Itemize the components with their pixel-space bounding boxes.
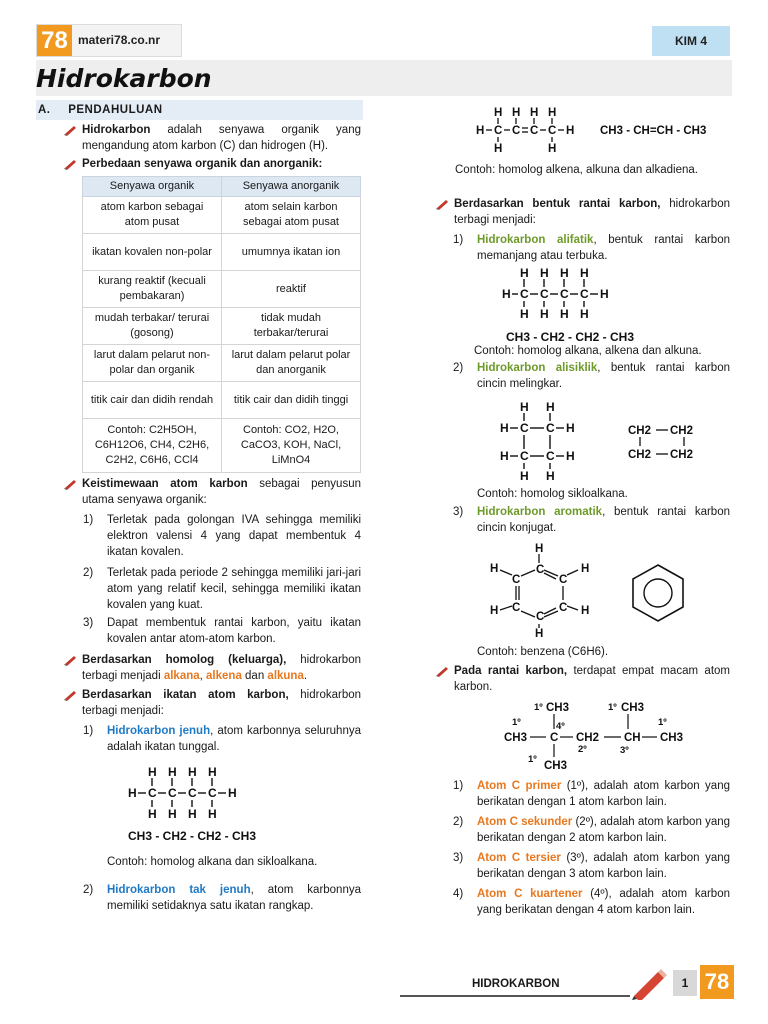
svg-text:H: H [500,449,509,463]
list-item: 2) Hidrokarbon tak jenuh, atom karbonnya memiliki setidaknya satu ikatan rangkap. [83,884,361,912]
svg-text:C: C [512,125,521,137]
svg-text:3º: 3º [620,745,629,756]
svg-text:C: C [536,564,545,576]
svg-text:H: H [128,786,137,800]
aromatik-caption: Contoh: benzena (C6H6). [477,646,609,658]
ring-label: CH2 [628,425,652,437]
pencil-icon [63,157,78,170]
svg-text:H: H [168,807,177,821]
jenuh-term: Hidrokarbon jenuh [107,725,211,737]
svg-text:H: H [581,563,590,575]
intro-text: adalah senyawa organik yang mengandung atom karbon (C) dan hidrogen (H). [82,124,361,152]
sekunder-term: Atom C sekunder [477,816,573,828]
svg-text:CH3: CH3 [621,702,645,714]
section-heading [36,100,363,120]
svg-text:1º: 1º [534,702,543,713]
ring-label: CH2 [670,449,694,461]
bentuk-term: Berdasarkan bentuk rantai karbon, [454,198,661,210]
svg-text:CH2: CH2 [576,732,600,744]
alifatik-text: , bentuk rantai karbon memanjang atau terbuka. [477,234,730,262]
table-header: Senyawa anorganik [222,177,361,197]
table-row [83,419,361,473]
svg-text:H: H [566,125,575,137]
list-item: 1) Atom C primer (1º), adalah atom karbon yang berikatan dengan 1 atom karbon lain. [453,780,730,808]
degree-label: (2º) [572,816,594,828]
table-cell: mudah terbakar/ terurai (gosong) [83,308,222,345]
term-alkena: alkena [206,670,242,682]
svg-text:C: C [559,602,568,614]
ikatan-bullet [82,687,361,719]
section-number: A. [38,104,51,116]
svg-text:H: H [540,266,549,280]
table-cell: ikatan kovalen non-polar [83,234,222,271]
butane-structure [120,763,270,845]
logo-number: 78 [37,25,72,56]
list-item-text: Terletak pada golongan IVA sehingga memiliki elektron valensi 4 yang dapat membentuk 4 ikatan kovalen. [107,514,361,558]
svg-text:CH: CH [624,732,641,744]
svg-text:H: H [188,765,197,779]
table-cell-example: Contoh: CO2, H2O, CaCO3, KOH, NaCl, LiMnO4 [222,419,361,473]
ikatan-term: Berdasarkan ikatan atom karbon, [82,689,289,701]
alisiklik-caption: Contoh: homolog sikloalkana. [477,488,628,500]
footer-logo: 78 [700,965,734,999]
primer-term: Atom C primer [477,780,562,792]
svg-text:H: H [546,469,555,483]
list-item: 2) Atom C sekunder (2º), adalah atom karbon yang berikatan dengan 2 atom karbon lain. [453,816,731,844]
degree-label: (1º) [561,780,585,792]
svg-text:C: C [148,786,157,800]
svg-text:CH3: CH3 [546,702,570,714]
separator: . [303,670,308,682]
cyclobutane-structure [494,398,594,484]
section-title: PENDAHULUAN [68,104,163,116]
svg-text:1º: 1º [512,717,521,728]
list-item: 2) Terletak pada periode 2 sehingga memiliki jari-jari atom yang relatif kecil, sehingga memiliki ikatan kovalen yang kuat. [83,567,361,611]
benzene-structure [484,540,594,640]
table-cell-example: Contoh: C2H5OH, C6H12O6, CH4, C2H6, C2H2, C6H6, CCl4 [83,419,222,473]
alisiklik-text: , bentuk rantai karbon cincin melingkar. [477,362,730,390]
tersier-term: Atom C tersier [477,852,561,864]
svg-text:C: C [559,574,568,586]
table-cell: reaktif [222,271,361,308]
takjenuh-text: , atom karbonnya memiliki setidaknya satu ikatan rangkap. [107,884,361,912]
svg-text:C: C [168,786,177,800]
svg-text:H: H [580,266,589,280]
degree-label: (4º) [582,888,609,900]
comparison-heading: Perbedaan senyawa organik dan anorganik: [82,158,323,170]
butene-condensed-formula: CH3 - CH=CH - CH3 [600,125,707,137]
svg-text:CH3: CH3 [660,732,684,744]
list-item: 3) Hidrokarbon aromatik, bentuk rantai karbon cincin konjugat. [453,506,730,534]
svg-text:H: H [548,143,557,155]
ring-label: CH2 [670,425,694,437]
pencil-icon [435,664,450,677]
cyclobutane-skeletal [626,418,706,466]
svg-text:C: C [520,449,529,463]
svg-text:C: C [540,287,549,301]
pencil-icon [63,477,78,490]
kuartener-term: Atom C kuartener [477,888,583,900]
table-row [83,308,361,345]
ring-label: CH2 [628,449,652,461]
svg-text:CH3: CH3 [544,760,568,772]
table-cell: larut dalam pelarut non-polar dan organik [83,345,222,382]
page-title: Hidrokarbon [36,64,212,93]
term-alkana: alkana [163,670,200,682]
ikatan-text: hidrokarbon terbagi menjadi: [82,689,362,717]
svg-text:H: H [548,107,557,119]
site-url: materi78.co.nr [78,33,161,47]
svg-text:H: H [566,421,575,435]
table-cell: tidak mudah terbakar/terurai [222,308,361,345]
svg-text:C: C [512,574,521,586]
svg-text:2º: 2º [578,744,587,755]
svg-text:H: H [512,107,521,119]
svg-text:C: C [494,125,503,137]
list-item: 1) Hidrokarbon jenuh, atom karbonnya seluruhnya adalah ikatan tunggal. [83,725,361,753]
svg-text:H: H [494,107,503,119]
svg-text:H: H [580,307,589,321]
table-cell: kurang reaktif (kecuali pembakaran) [83,271,222,308]
table-cell: titik cair dan didih rendah [83,382,222,419]
kuartener-text: , adalah atom karbon yang berikatan dengan 4 atom karbon lain. [477,888,730,916]
aromatik-text: , bentuk rantai karbon cincin konjugat. [477,506,730,534]
site-logo [36,24,182,57]
svg-text:C: C [580,287,589,301]
page-number: 1 [673,970,697,996]
keistimewaan-bullet [82,476,361,508]
pencil-icon [63,688,78,701]
svg-text:1º: 1º [608,702,617,713]
svg-text:H: H [546,400,555,414]
svg-text:H: H [560,307,569,321]
alifatik-term: Hidrokarbon alifatik [477,234,594,246]
separator: dan [241,670,268,682]
svg-text:C: C [208,786,217,800]
svg-text:4º: 4º [556,721,565,732]
aliphatic-structure [498,264,658,346]
svg-text:H: H [490,563,499,575]
svg-text:H: H [500,421,509,435]
aliphatic-condensed-formula: CH3 - CH2 - CH2 - CH3 [506,330,635,344]
keistimewaan-term: Keistimewaan atom karbon [82,478,248,490]
list-item: 3) Dapat membentuk rantai karbon, yaitu ikatan kovalen antar atom-atom karbon. [83,617,361,645]
list-item: 2) Hidrokarbon alisiklik, bentuk rantai karbon cincin melingkar. [453,362,730,390]
svg-text:H: H [494,143,503,155]
table-row [83,345,361,382]
rantai-text: terdapat empat macam atom karbon. [454,665,730,693]
benzene-ring-icon [628,562,688,624]
alisiklik-term: Hidrokarbon alisiklik [477,362,598,374]
pencil-icon [435,197,450,210]
svg-text:C: C [530,125,539,137]
svg-text:H: H [520,469,529,483]
svg-text:C: C [512,602,521,614]
rantai-term: Pada rantai karbon, [454,665,568,677]
list-item: 4) Atom C kuartener (4º), adalah atom karbon yang berikatan dengan 4 atom karbon lain. [453,888,730,916]
svg-text:H: H [566,449,575,463]
takjenuh-term: Hidrokarbon tak jenuh [107,884,251,896]
svg-text:H: H [228,786,237,800]
list-item-text: Dapat membentuk rantai karbon, yaitu ikatan kovalen antar atom-atom karbon. [107,617,361,645]
list-item: 1) Hidrokarbon alifatik, bentuk rantai karbon memanjang atau terbuka. [453,234,730,262]
svg-text:H: H [168,765,177,779]
svg-text:1º: 1º [658,717,667,728]
comparison-table [82,176,361,473]
svg-text:CH3: CH3 [504,732,528,744]
jenuh-text: , atom karbonnya seluruhnya adalah ikatan tunggal. [107,725,361,753]
alkena-caption: Contoh: homolog alkena, alkuna dan alkadiena. [455,164,698,176]
svg-text:H: H [148,765,157,779]
svg-text:C: C [536,611,545,623]
rantai-bullet [454,663,730,695]
svg-text:C: C [520,287,529,301]
svg-text:H: H [520,307,529,321]
jenuh-caption: Contoh: homolog alkana dan sikloalkana. [107,856,318,868]
table-cell: titik cair dan didih tinggi [222,382,361,419]
sekunder-text: , adalah atom karbon yang berikatan dengan 2 atom karbon lain. [477,816,731,844]
table-row [83,234,361,271]
alifatik-caption: Contoh: homolog alkana, alkena dan alkuna. [474,345,702,357]
homolog-bullet [82,652,361,684]
primer-text: , adalah atom karbon yang berikatan dengan 1 atom karbon lain. [477,780,730,808]
svg-text:C: C [550,732,559,744]
carbon-degree-structure [500,698,700,774]
separator: , [199,670,207,682]
chapter-badge: KIM 4 [652,26,730,56]
svg-text:C: C [560,287,569,301]
svg-text:H: H [208,765,217,779]
svg-text:H: H [535,543,544,555]
table-header: Senyawa organik [83,177,222,197]
svg-text:1º: 1º [528,754,537,765]
alkene-structure [470,104,730,156]
footer-label: HIDROKARBON [472,978,560,990]
bentuk-bullet [454,196,730,228]
intro-bullet [82,122,361,154]
comparison-bullet [82,156,361,172]
term-alkuna: alkuna [267,670,304,682]
table-row [83,382,361,419]
table-row [83,197,361,234]
pencil-icon [63,123,78,136]
svg-text:H: H [188,807,197,821]
title-bar [36,60,732,96]
svg-text:C: C [188,786,197,800]
degree-label: (3º) [560,852,585,864]
table-header-row [83,177,361,197]
tersier-text: , adalah atom karbon yang berikatan dengan 3 atom karbon lain. [477,852,731,880]
table-cell: atom selain karbon sebagai atom pusat [222,197,361,234]
list-item-text: Terletak pada periode 2 sehingga memiliki jari-jari atom yang relatif kecil, sehingga memiliki ikatan kovalen yang kuat. [107,567,361,611]
svg-text:H: H [520,400,529,414]
svg-text:H: H [148,807,157,821]
footer-divider [400,995,630,997]
svg-text:H: H [535,628,544,640]
svg-text:H: H [560,266,569,280]
aromatik-term: Hidrokarbon aromatik [477,506,603,518]
svg-text:C: C [548,125,557,137]
intro-term: Hidrokarbon [82,124,151,136]
svg-text:H: H [490,605,499,617]
keistimewaan-text: sebagai penyusun utama senyawa organik: [82,478,361,506]
svg-text:H: H [476,125,485,137]
table-cell: umumnya ikatan ion [222,234,361,271]
table-cell: atom karbon sebagai atom pusat [83,197,222,234]
svg-text:C: C [520,421,529,435]
svg-text:H: H [581,605,590,617]
list-item: 1) Terletak pada golongan IVA sehingga memiliki elektron valensi 4 yang dapat membentuk 4 ikatan kovalen. [83,514,361,558]
homolog-term: Berdasarkan homolog (keluarga), [82,654,287,666]
table-row [83,271,361,308]
homolog-text: hidrokarbon terbagi menjadi [82,654,361,682]
pencil-icon [63,653,78,666]
svg-text:C: C [546,449,555,463]
list-item: 3) Atom C tersier (3º), adalah atom karbon yang berikatan dengan 3 atom karbon lain. [453,852,731,880]
svg-text:H: H [530,107,539,119]
svg-text:H: H [208,807,217,821]
svg-text:H: H [502,287,511,301]
butane-condensed-formula: CH3 - CH2 - CH2 - CH3 [128,829,257,843]
svg-text:H: H [540,307,549,321]
svg-text:H: H [600,287,609,301]
bentuk-text: hidrokarbon terbagi menjadi: [454,198,730,226]
table-cell: larut dalam pelarut polar dan anorganik [222,345,361,382]
svg-text:C: C [546,421,555,435]
svg-text:H: H [520,266,529,280]
pencil-icon [630,966,670,1000]
